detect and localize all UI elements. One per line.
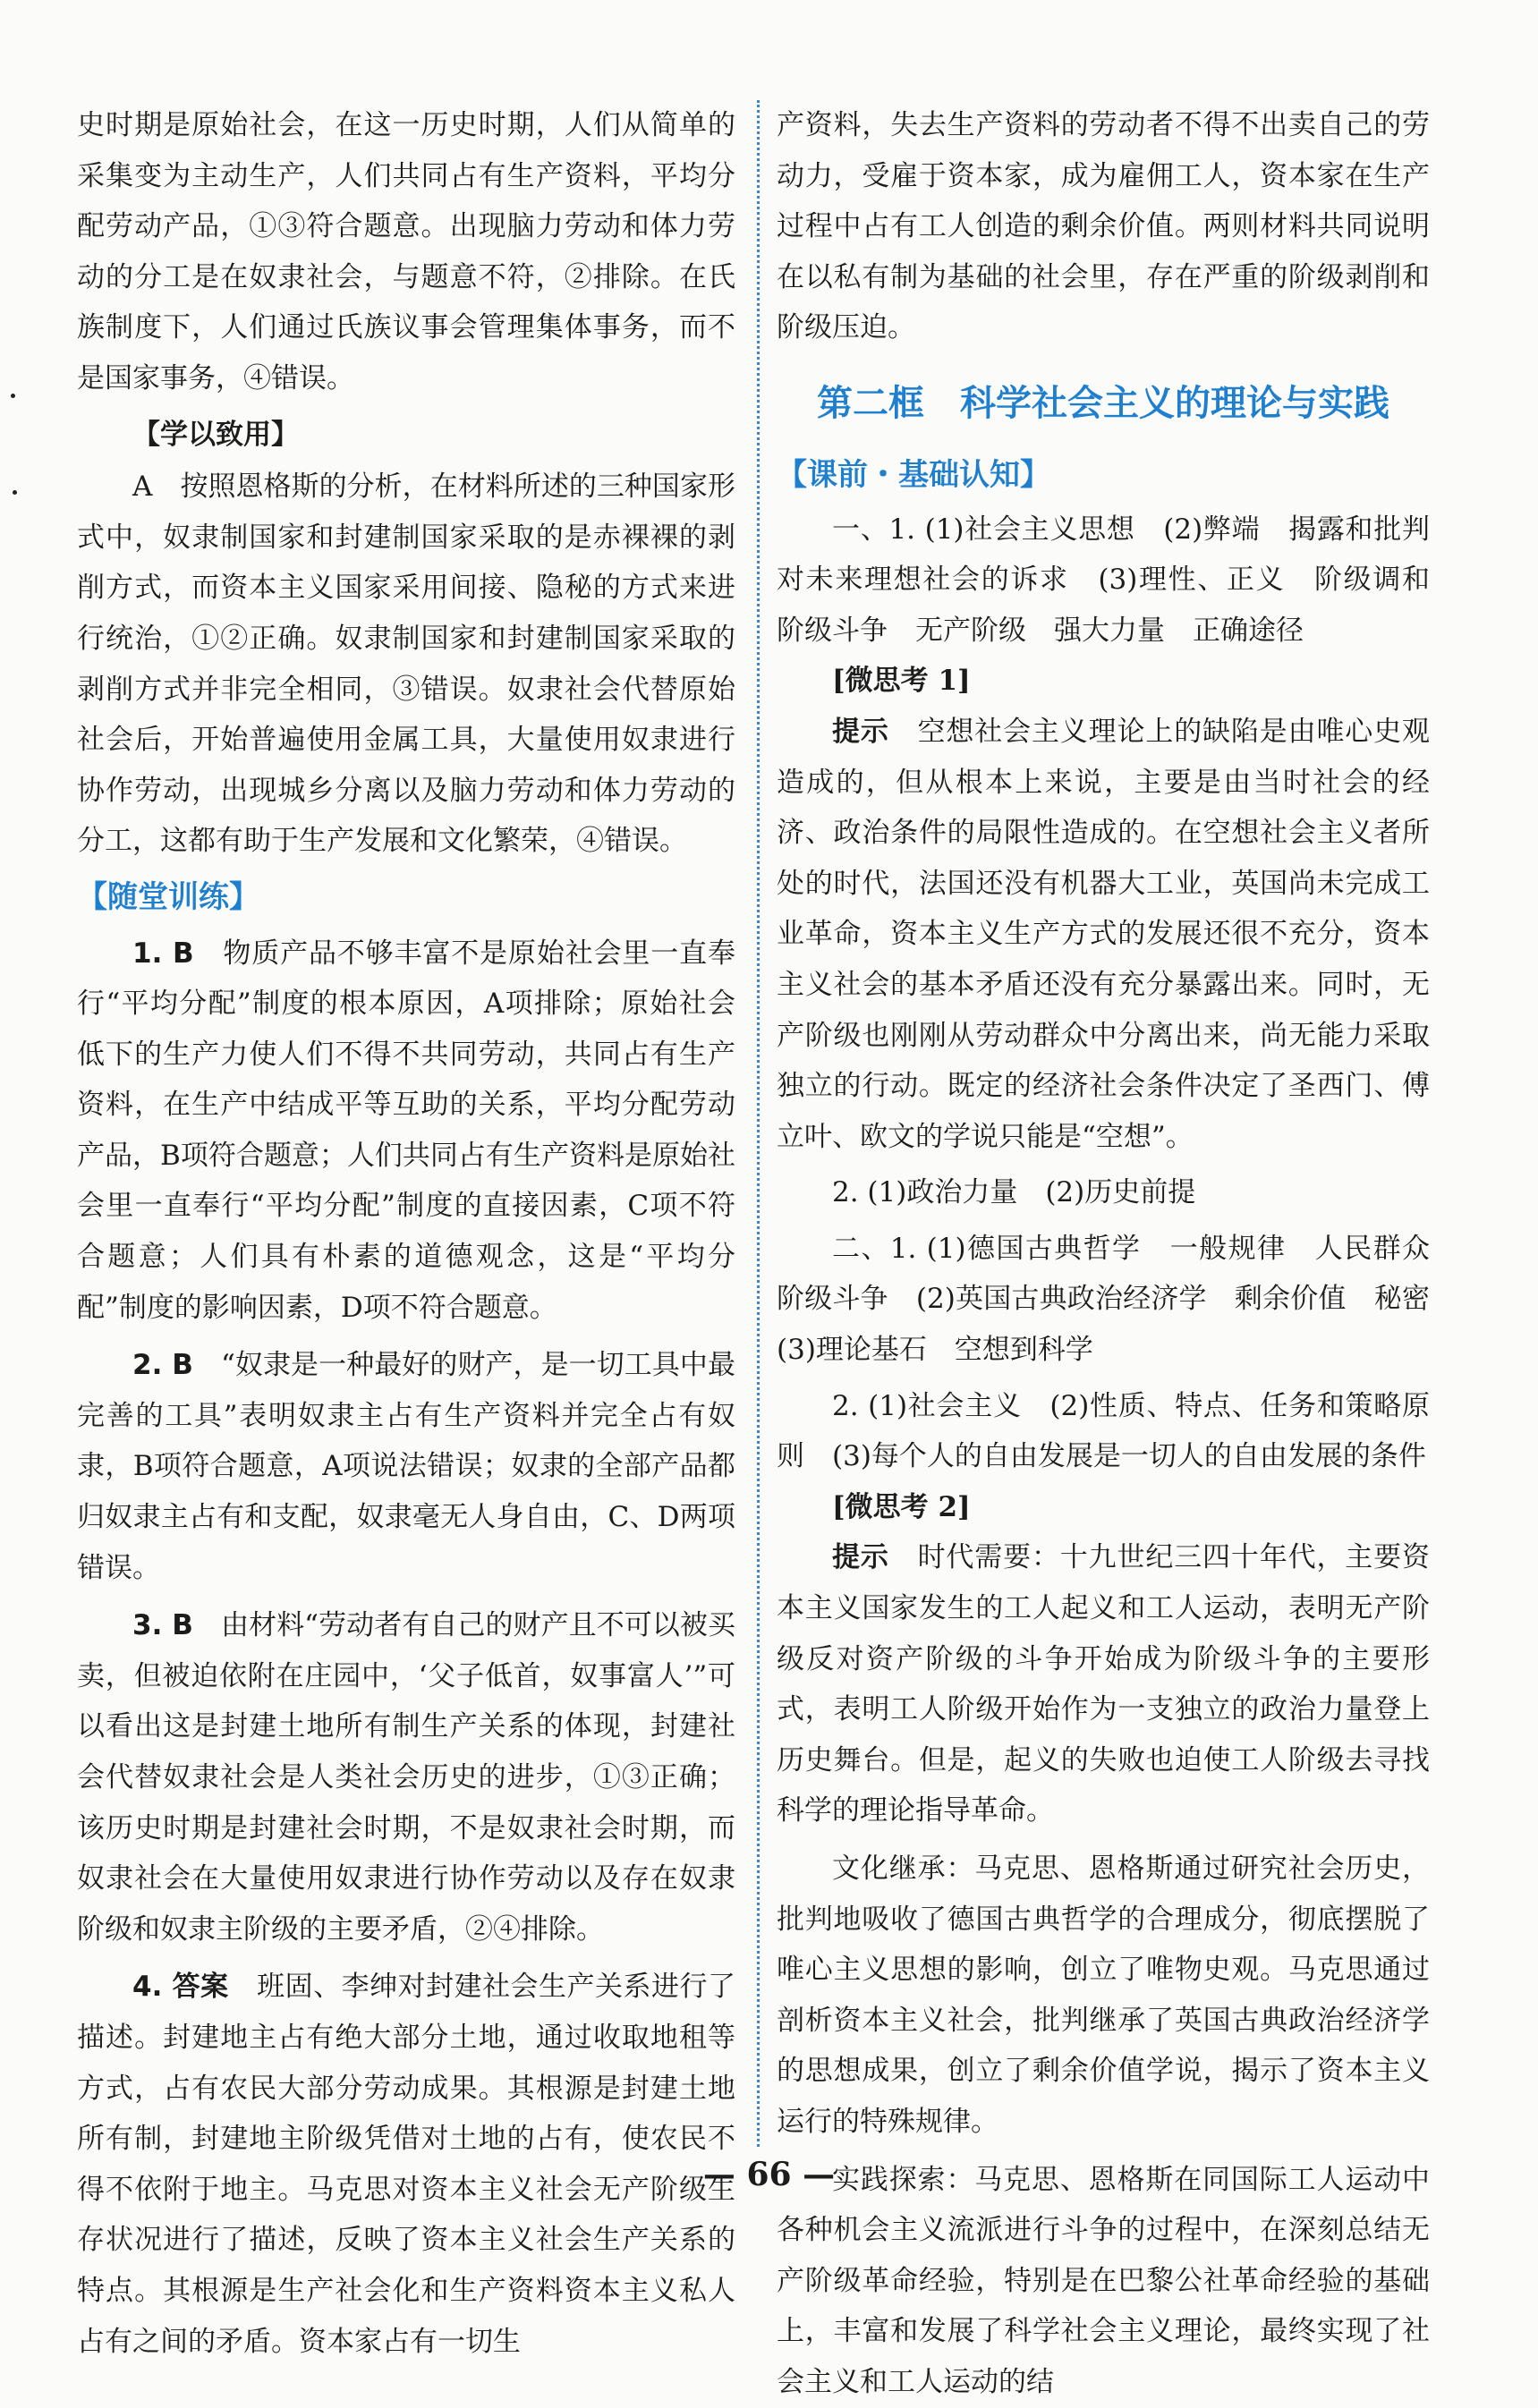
left-column bbox=[77, 100, 735, 2367]
question-1-text: 物质产品不够丰富不是原始社会里一直奉行“平均分配”制度的根本原因，A项排除；原始社会低下的生产力使人们不得不共同劳动，共同占有生产资料，在生产中结成平等互助的关系，平均分配劳动产品，B项符合题意；人们共同占有生产资料是原始社会里一直奉行“平均分配”制度的直接因素，C项不符合题意；人们具有朴素的道德观念，这是“平均分配”制度的影响因素，D项不符合题意。 bbox=[77, 937, 736, 1324]
xue-answer: A 按照恩格斯的分析，在材料所述的三种国家形式中，奴隶制国家和封建制国家采取的是赤裸裸的剥削方式，而资本主义国家采用间接、隐秘的方式来进行统治，①②正确。奴隶制国家和封建制国家采取的剥削方式并非完全相同，③错误。奴隶社会代替原始社会后，开始普遍使用金属工具，大量使用奴隶进行协作劳动，出现城乡分离以及脑力劳动和体力劳动的分工，这都有助于生产发展和文化繁荣，④错误。 bbox=[77, 471, 735, 858]
tip-1 bbox=[777, 707, 1430, 1162]
answer-continuation: 史时期是原始社会，在这一历史时期，人们从简单的采集变为主动生产，人们共同占有生产资料，平均分配劳动产品，①③符合题意。出现脑力劳动和体力劳动的分工是在奴隶社会，与题意不符，②排除。在氏族制度下，人们通过氏族议事会管理集体事务，而不是国家事务，④错误。 bbox=[77, 109, 735, 394]
question-3-answer bbox=[77, 1600, 735, 1954]
question-2-number: 2. B bbox=[132, 1349, 193, 1382]
margin-dot bbox=[11, 394, 15, 398]
think-1-label: [微思考 1] bbox=[832, 665, 971, 698]
question-2-answer bbox=[77, 1340, 735, 1593]
answer-part-2-1: 二、1. (1)德国古典哲学 一般规律 人民群众 阶级斗争 (2)英国古典政治经济学 剩余价值 秘密 (3)理论基石 空想到科学 bbox=[777, 1232, 1457, 1367]
think-2-label: [微思考 2] bbox=[832, 1490, 971, 1523]
question-3-number: 3. B bbox=[132, 1609, 193, 1642]
page-number: — 66 — bbox=[702, 2156, 836, 2193]
answer-part-2-2: 2. (1)社会主义 (2)性质、特点、任务和策略原则 (3)每个人的自由发展是一切人的自由发展的条件 bbox=[777, 1389, 1430, 1473]
section-title: 第二框 科学社会主义的理论与实践 bbox=[817, 382, 1389, 424]
question-2-text: “奴隶是一种最好的财产，是一切工具中最完善的工具”表明奴隶主占有生产资料并完全占有奴隶，B项符合题意，A项说法错误；奴隶的全部产品都归奴隶主占有和支配，奴隶毫无人身自由，C、D两项错误。 bbox=[77, 1349, 735, 1584]
answer-part-1-2: 2. (1)政治力量 (2)历史前提 bbox=[832, 1176, 1196, 1209]
tip-1-text: 空想社会主义理论上的缺陷是由唯心史观造成的，但从根本上来说，主要是由当时社会的经济、政治条件的局限性造成的。在空想社会主义者所处的时代，法国还没有机器大工业，英国尚未完成工业革命，资本主义生产方式的发展还很不充分，资本主义社会的基本矛盾还没有充分暴露出来。同时，无产阶级也刚刚从劳动群众中分离出来，尚无能力采取独立的行动。既定的经济社会条件决定了圣西门、傅立叶、欧文的学说只能是“空想”。 bbox=[777, 715, 1431, 1153]
xue-yi-zhi-yong-heading: 【学以致用】 bbox=[132, 418, 299, 451]
culture-inheritance: 文化继承：马克思、恩格斯通过研究社会历史，批判地吸收了德国古典哲学的合理成分，彻底摆脱了唯心主义思想的影响，创立了唯物史观。马克思通过剖析资本主义社会，批判继承了英国古典政治经济学的思想成果，创立了剩余价值学说，揭示了资本主义运行的特殊规律。 bbox=[777, 1853, 1430, 2138]
right-column bbox=[777, 100, 1457, 2408]
question-1-number: 1. B bbox=[132, 937, 194, 970]
question-3-text: 由材料“劳动者有自己的财产且不可以被买卖，但被迫依附在庄园中，‘父子低首，奴事富人’”可以看出这是封建土地所有制生产关系的体现，封建社会代替奴隶社会是人类社会历史的进步，①③正确；该历史时期是封建社会时期，不是奴隶社会时期，而奴隶社会在大量使用奴隶进行协作劳动以及存在奴隶阶级和奴隶主阶级的主要矛盾，②④排除。 bbox=[77, 1609, 735, 1946]
tip-2-label: 提示 bbox=[832, 1541, 889, 1574]
answer-part-1-1: 一、1. (1)社会主义思想 (2)弊端 揭露和批判 对未来理想社会的诉求 (3)理性、正义 阶级调和 阶级斗争 无产阶级 强大力量 正确途径 bbox=[777, 513, 1457, 647]
ke-qian-heading: 【课前・基础认知】 bbox=[777, 456, 1050, 493]
tip-2 bbox=[777, 1532, 1430, 1836]
question-4-number: 4. 答案 bbox=[132, 1971, 229, 2004]
margin-dot bbox=[13, 490, 17, 495]
question-4-text: 班固、李绅对封建社会生产关系进行了描述。封建地主占有绝大部分土地，通过收取地租等方式，占有农民大部分劳动成果。其根源是封建土地所有制，封建地主阶级凭借对土地的占有，使农民不得不依附于地主。马克思对资本主义社会无产阶级生存状况进行了描述，反映了资本主义社会生产关系的特点。其根源是生产社会化和生产资料资本主义私人占有之间的矛盾。资本家占有一切生 bbox=[77, 1971, 736, 2358]
column-divider bbox=[757, 100, 760, 2147]
question-1-answer bbox=[77, 928, 735, 1334]
tip-1-label: 提示 bbox=[832, 715, 889, 748]
answer-continuation-right: 产资料，失去生产资料的劳动者不得不出卖自己的劳动力，受雇于资本家，成为雇佣工人，资本家在生产过程中占有工人创造的剩余价值。两则材料共同说明在以私有制为基础的社会里，存在严重的阶级剥削和阶级压迫。 bbox=[777, 109, 1430, 344]
practice-exploration: 实践探索：马克思、恩格斯在同国际工人运动中各种机会主义流派进行斗争的过程中，在深刻总结无产阶级革命经验，特别是在巴黎公社革命经验的基础上，丰富和发展了科学社会主义理论，最终实现了社会主义和工人运动的结 bbox=[777, 2163, 1430, 2398]
tip-2-text: 时代需要：十九世纪三四十年代，主要资本主义国家发生的工人起义和工人运动，表明无产阶级反对资产阶级的斗争开始成为阶级斗争的主要形式，表明工人阶级开始作为一支独立的政治力量登上历史舞台。但是，起义的失败也迫使工人阶级去寻找科学的理论指导革命。 bbox=[777, 1541, 1431, 1827]
sui-tang-heading: 【随堂训练】 bbox=[77, 878, 259, 915]
